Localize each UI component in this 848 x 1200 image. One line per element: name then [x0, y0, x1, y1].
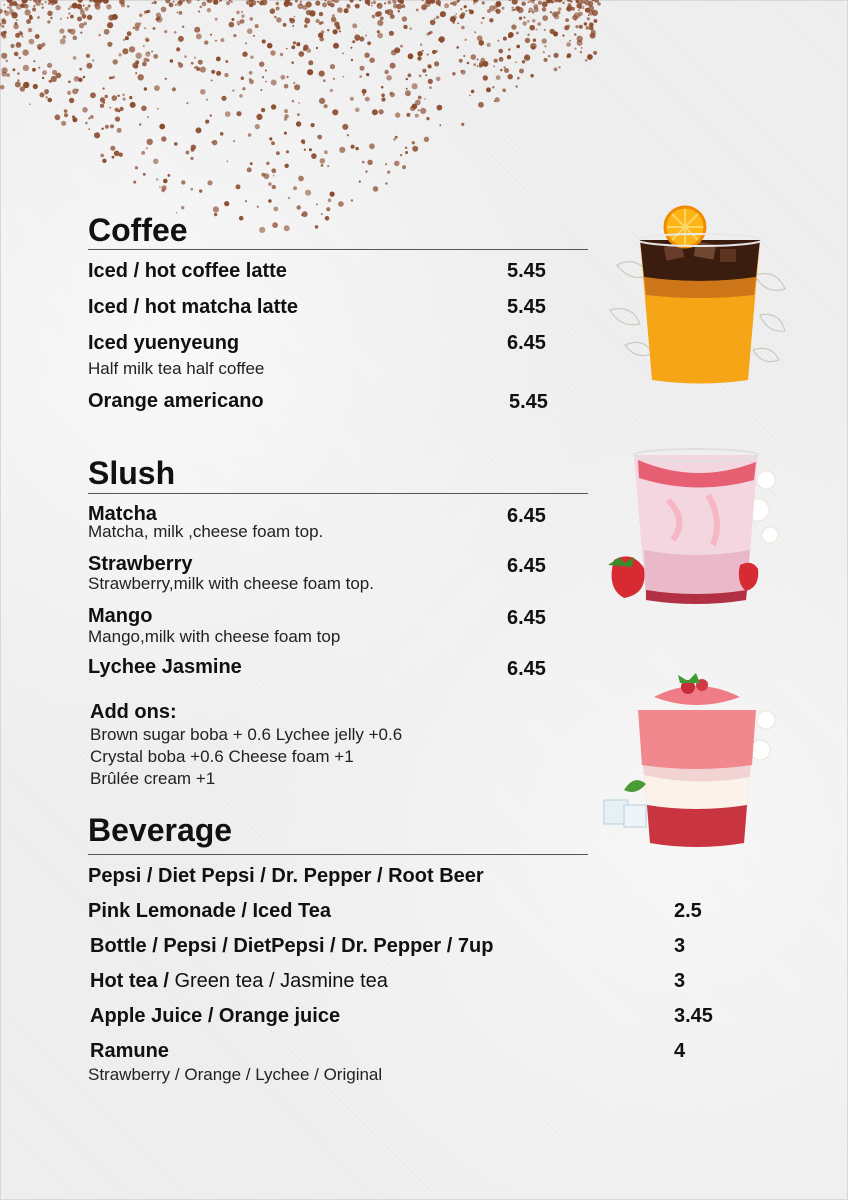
slush-item-name: Matcha [88, 503, 157, 525]
slush-item-desc: Strawberry,milk with cheese foam top. [88, 574, 374, 593]
beverage-item-name: Ramune [90, 1040, 169, 1062]
slush-item-price: 6.45 [507, 607, 546, 629]
section-title-beverage: Beverage [88, 812, 233, 848]
beverage-item-name: Hot tea / [90, 970, 175, 992]
coffee-item-name: Iced yuenyeung [88, 332, 240, 354]
coffee-item-price: 6.45 [507, 332, 546, 354]
beverage-item-price: 3 [674, 970, 686, 992]
coffee-item-desc: Half milk tea half coffee [88, 359, 265, 378]
section-title-coffee: Coffee [88, 212, 188, 248]
slush-item-price: 6.45 [507, 658, 546, 680]
addons-line: Crystal boba +0.6 Cheese foam +1 [90, 747, 354, 766]
strawberry-smoothie-picture [598, 665, 788, 850]
beverage-item-name: Pepsi / Diet Pepsi / Dr. Pepper / Root Beer [88, 865, 484, 887]
slush-item-desc: Mango,milk with cheese foam top [88, 627, 341, 646]
orange-americano-picture [605, 205, 790, 390]
addons-line: Brown sugar boba + 0.6 Lychee jelly +0.6 [90, 725, 403, 744]
slush-item-price: 6.45 [507, 555, 546, 577]
slush-item-name: Lychee Jasmine [88, 656, 242, 678]
beverage-item-price: 4 [674, 1040, 686, 1062]
strawberry-slush-picture [598, 440, 788, 610]
coffee-divider [88, 249, 588, 250]
beverage-item-name: Pink Lemonade / Iced Tea [88, 900, 332, 922]
beverage-item-desc: Strawberry / Orange / Lychee / Original [88, 1065, 383, 1084]
slush-item-desc: Matcha, milk ,cheese foam top. [88, 522, 324, 541]
beverage-item-price: 2.5 [674, 900, 702, 922]
beverage-item-name-row [90, 970, 388, 993]
beverage-divider [88, 854, 588, 855]
beverage-item-name: Apple Juice / Orange juice [90, 1005, 341, 1027]
addons-title: Add ons: [90, 701, 177, 723]
coffee-item-name: Orange americano [88, 390, 264, 412]
coffee-item-price: 5.45 [507, 296, 546, 318]
slush-divider [88, 493, 588, 494]
beverage-item-price: 3.45 [674, 1005, 713, 1027]
coffee-item-name: Iced / hot coffee latte [88, 260, 287, 282]
slush-item-name: Strawberry [88, 553, 193, 575]
coffee-item-name: Iced / hot matcha latte [88, 296, 299, 318]
beverage-item-name-extra: Green tea / Jasmine tea [174, 970, 388, 992]
slush-item-name: Mango [88, 605, 153, 627]
slush-item-price: 6.45 [507, 505, 546, 527]
addons-line: Brûlée cream +1 [90, 769, 216, 788]
section-title-slush: Slush [88, 455, 176, 491]
beverage-item-price: 3 [674, 935, 686, 957]
beverage-item-name: Bottle / Pepsi / DietPepsi / Dr. Pepper / 7up [90, 935, 494, 957]
coffee-item-price: 5.45 [509, 391, 548, 413]
coffee-item-price: 5.45 [507, 260, 546, 282]
